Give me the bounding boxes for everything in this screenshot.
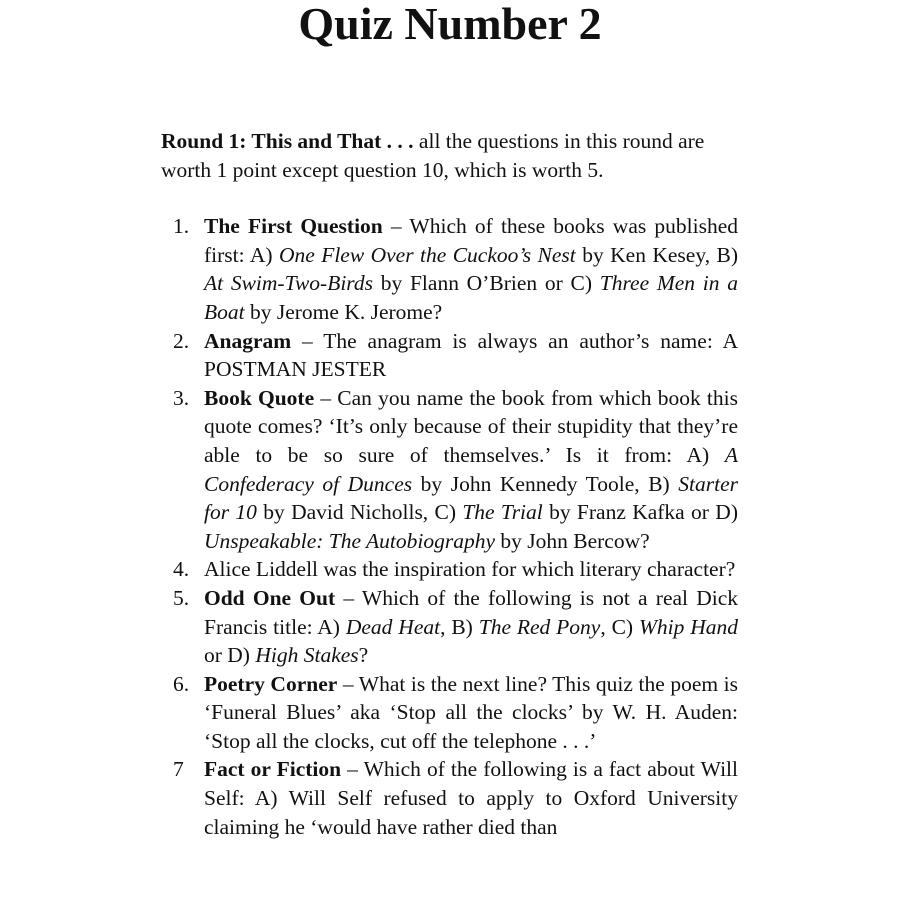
question-text-run: by John Bercow? xyxy=(495,528,650,553)
question-number: 3. xyxy=(173,385,190,410)
round-heading: Round 1: This and That . . . xyxy=(161,129,414,153)
question-text xyxy=(204,329,738,382)
question-item xyxy=(161,584,738,670)
question-number: 7 xyxy=(173,757,184,782)
question-label: The First Question xyxy=(204,214,383,239)
question-text-run: by Flann O’Brien or C) xyxy=(373,271,600,296)
question-text-run: Alice Liddell was the inspiration for which literary character? xyxy=(204,557,736,582)
question-label: Anagram xyxy=(204,328,292,353)
question-text xyxy=(204,214,738,324)
book-title: High Stakes xyxy=(255,643,359,668)
question-item xyxy=(161,327,738,384)
question-list xyxy=(161,212,738,841)
question-number: 4. xyxy=(173,557,190,582)
book-title: A Confederacy of Dunces xyxy=(204,442,738,496)
question-label: Poetry Corner xyxy=(204,671,338,696)
question-text xyxy=(204,757,738,838)
question-number: 1. xyxy=(173,214,190,239)
page-title: Quiz Number 2 xyxy=(298,0,602,49)
question-text-run: by Jerome K. Jerome? xyxy=(244,299,443,324)
book-title: Three Men in a Boat xyxy=(204,271,738,324)
question-item xyxy=(161,555,738,584)
book-title: The Red Pony xyxy=(478,614,601,639)
question-text-run: by Franz Kafka or D) xyxy=(542,500,738,525)
round-description: all the questions in this round are worth 1 point except question 10, which is worth 5. xyxy=(161,129,705,182)
question-text-run: by David Nicholls, C) xyxy=(256,500,463,525)
question-number: 2. xyxy=(173,328,190,353)
question-item xyxy=(161,384,738,556)
question-item xyxy=(161,755,738,841)
question-text-run: by John Kennedy Toole, B) xyxy=(412,471,679,496)
question-text-run: – Can you name the book from which book this quote comes? ‘It’s only because of their stupidity that they’re able to be so sure of themselves.’ Is it from: A) xyxy=(204,385,739,467)
book-title: The Trial xyxy=(462,500,543,525)
question-text xyxy=(204,386,738,553)
question-text-run: – The anagram is always an author’s name: A POSTMAN JESTER xyxy=(204,328,738,382)
book-title: Dead Heat xyxy=(345,614,441,639)
question-text xyxy=(204,586,738,667)
question-number: 6. xyxy=(173,671,190,696)
question-text-run: , C) xyxy=(600,614,639,639)
question-text-run: – Which of these books was published first: A) xyxy=(204,214,739,267)
question-text-run: ? xyxy=(358,643,369,668)
book-title: One Flew Over the Cuckoo’s Nest xyxy=(278,242,576,267)
book-title: Whip Hand xyxy=(638,614,739,639)
question-label: Odd One Out xyxy=(204,585,336,610)
question-text-run: – What is the next line? This quiz the poem is ‘Funeral Blues’ aka ‘Stop all the clocks’ by W. H. Auden: ‘Stop all the clocks, cut off the telephone . . .’ xyxy=(204,671,738,753)
book-title: Starter for 10 xyxy=(204,471,738,525)
quiz-content xyxy=(161,127,738,841)
question-text-run: by Ken Kesey, B) xyxy=(575,242,738,267)
question-label: Book Quote xyxy=(204,385,315,410)
question-text-run: – Which of the following is a fact about Will Self: A) Will Self refused to apply to Oxford University claiming he ‘would have rather died than xyxy=(204,757,738,839)
book-title: Unspeakable: The Autobiography xyxy=(204,528,496,553)
book-title: At Swim-Two-Birds xyxy=(204,271,373,296)
question-text-run: or D) xyxy=(204,643,256,668)
question-text-run: – Which of the following is not a real Dick Francis title: A) xyxy=(204,585,739,639)
question-item xyxy=(161,670,738,756)
question-item xyxy=(161,212,738,326)
round-intro xyxy=(161,127,738,184)
question-text xyxy=(204,557,735,581)
question-number: 5. xyxy=(173,585,190,610)
question-text-run: , B) xyxy=(440,614,479,639)
question-text xyxy=(204,672,738,753)
question-label: Fact or Fiction xyxy=(204,757,342,782)
